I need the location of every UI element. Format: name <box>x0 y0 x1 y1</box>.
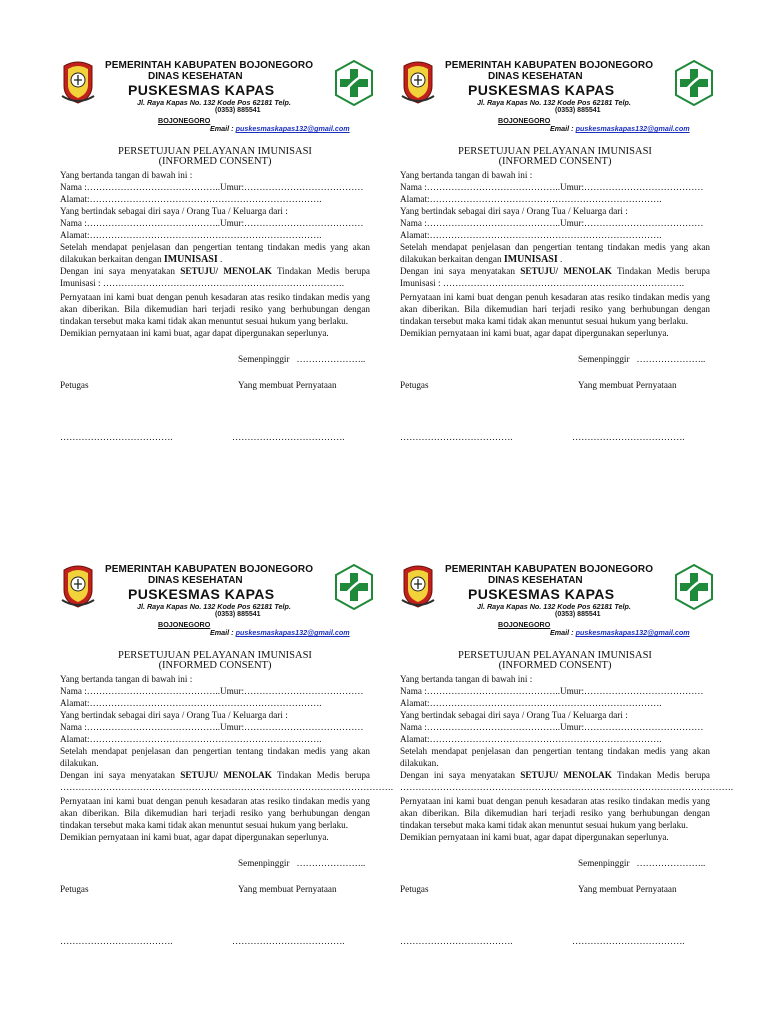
header-facility: PUSKESMAS KAPAS <box>128 82 275 98</box>
name-label: Nama : <box>60 686 87 696</box>
statement-line-1: Pernyataan ini kami buat dengan penuh kesadaran atas resiko tindakan medis yang <box>60 796 370 806</box>
acting-for: Yang bertindak sebagai diri saya / Orang Tua / Keluarga dari : <box>60 710 288 720</box>
consent-form <box>400 60 720 480</box>
acting-for: Yang bertindak sebagai diri saya / Orang Tua / Keluarga dari : <box>400 206 628 216</box>
age-label: Umur: <box>560 686 585 696</box>
statement-line-3: tindakan tersebut maka kami tidak akan menuntut sesuai hukum yang berlaku. <box>60 820 349 830</box>
address-label: Alamat: <box>60 230 90 240</box>
name-label: Nama : <box>60 722 87 732</box>
explain-line-2 <box>400 758 439 768</box>
declare-line <box>400 770 710 780</box>
officer-signature-line[interactable]: ………………………………. <box>400 936 513 946</box>
explain-line-2 <box>60 758 99 768</box>
header-government: PEMERINTAH KABUPATEN BOJONEGORO <box>445 564 654 575</box>
header-address: Jl. Raya Kapas No. 132 Kode Pos 62181 Telp. <box>137 602 291 611</box>
maker-label: Yang membuat Pernyataan <box>238 380 337 390</box>
header-address: Jl. Raya Kapas No. 132 Kode Pos 62181 Telp. <box>477 98 631 107</box>
patient-name-row: Nama :……………………………………..Umur:………………………………… <box>400 722 704 732</box>
declare-line <box>60 266 370 276</box>
age-label: Umur: <box>560 722 585 732</box>
address-label: Alamat: <box>60 734 90 744</box>
name-label: Nama : <box>400 218 427 228</box>
statement-line-2: akan diberikan. Bila dikemudian hari terjadi resiko yang berhubungan dengan <box>400 808 710 818</box>
age-label: Umur: <box>220 182 245 192</box>
address-label: Alamat: <box>60 698 90 708</box>
header-department: DINAS KESEHATAN <box>488 575 583 586</box>
header-phone: (0353) 885541 <box>555 611 601 618</box>
patient-name-row: Nama :……………………………………..Umur:………………………………… <box>60 722 364 732</box>
officer-label: Petugas <box>60 380 89 390</box>
acting-for: Yang bertindak sebagai diri saya / Orang Tua / Keluarga dari : <box>400 710 628 720</box>
explain-prefix: dilakukan berkaitan dengan <box>400 254 502 264</box>
signer-name-row: Nama :……………………………………..Umur:………………………………… <box>400 686 704 696</box>
consent-form <box>60 564 394 984</box>
age-label: Umur: <box>220 218 245 228</box>
declare-prefix: Dengan ini saya menyatakan <box>60 770 175 780</box>
statement-line-1: Pernyataan ini kami buat dengan penuh kesadaran atas resiko tindakan medis yang <box>400 796 710 806</box>
declare-immunization-label: Imunisasi : <box>400 278 441 288</box>
place-label: Semenpinggir <box>578 858 630 868</box>
explain-line-2: dilakukan berkaitan dengan IMUNISASI . <box>60 254 223 265</box>
email-label: Email : <box>210 628 234 637</box>
statement-line-1: Pernyataan ini kami buat dengan penuh kesadaran atas resiko tindakan medis yang <box>60 292 370 302</box>
header-address: Jl. Raya Kapas No. 132 Kode Pos 62181 Telp. <box>137 98 291 107</box>
declare-prefix: Dengan ini saya menyatakan <box>400 770 515 780</box>
declare-choice: SETUJU/ MENOLAK <box>520 770 612 780</box>
header-email <box>550 628 690 637</box>
explain-line-1: Setelah mendapat penjelasan dan pengertian tentang tindakan medis yang akan <box>400 746 710 756</box>
patient-address-row: Alamat:…………………………………………………………………. <box>400 734 662 744</box>
signer-intro: Yang bertanda tangan di bawah ini : <box>60 674 193 684</box>
header-phone: (0353) 885541 <box>555 107 601 114</box>
explain-line-2: dilakukan berkaitan dengan IMUNISASI . <box>400 254 563 265</box>
declare-line-2: ………………………………………………………………………………………………. <box>60 782 394 792</box>
officer-signature-line[interactable]: ………………………………. <box>60 936 173 946</box>
address-label: Alamat: <box>400 698 430 708</box>
explain-suffix: dilakukan. <box>400 758 439 768</box>
form-subtitle: (INFORMED CONSENT) <box>498 156 612 167</box>
regency-emblem-logo <box>400 60 436 104</box>
patient-name-row: Nama :……………………………………..Umur:………………………………… <box>400 218 704 228</box>
header-city: BOJONEGORO <box>158 116 211 125</box>
declare-line <box>60 770 370 780</box>
regency-emblem-logo <box>60 60 96 104</box>
declare-choice: SETUJU/ MENOLAK <box>520 266 612 276</box>
maker-label: Yang membuat Pernyataan <box>578 380 677 390</box>
patient-address-row: Alamat:…………………………………………………………………. <box>400 230 662 240</box>
officer-label: Petugas <box>60 884 89 894</box>
maker-signature-line[interactable]: ………………………………. <box>232 432 345 442</box>
email-link[interactable]: puskesmaskapas132@gmail.com <box>235 628 350 637</box>
header-address: Jl. Raya Kapas No. 132 Kode Pos 62181 Telp. <box>477 602 631 611</box>
header-email <box>210 628 350 637</box>
maker-label: Yang membuat Pernyataan <box>238 884 337 894</box>
address-label: Alamat: <box>400 194 430 204</box>
header-government: PEMERINTAH KABUPATEN BOJONEGORO <box>105 60 314 71</box>
declare-choice: SETUJU/ MENOLAK <box>180 770 272 780</box>
puskesmas-logo <box>334 564 374 610</box>
header-email <box>210 124 350 133</box>
header-facility: PUSKESMAS KAPAS <box>468 586 615 602</box>
header-facility: PUSKESMAS KAPAS <box>128 586 275 602</box>
declare-immunization-label: Imunisasi : <box>60 278 101 288</box>
header-city: BOJONEGORO <box>158 620 211 629</box>
declare-choice: SETUJU/ MENOLAK <box>180 266 272 276</box>
statement-line-2: akan diberikan. Bila dikemudian hari terjadi resiko yang berhubungan dengan <box>400 304 710 314</box>
maker-signature-line[interactable]: ………………………………. <box>232 936 345 946</box>
form-subtitle: (INFORMED CONSENT) <box>158 660 272 671</box>
signer-address-row: Alamat:…………………………………………………………………. <box>400 698 662 708</box>
closing-line: Demikian pernyataan ini kami buat, agar dapat dipergunakan seperlunya. <box>60 328 329 338</box>
officer-signature-line[interactable]: ………………………………. <box>400 432 513 442</box>
statement-line-3: tindakan tersebut maka kami tidak akan menuntut sesuai hukum yang berlaku. <box>60 316 349 326</box>
regency-emblem-logo <box>60 564 96 608</box>
signer-name-row: Nama :……………………………………..Umur:………………………………… <box>60 182 364 192</box>
header-city: BOJONEGORO <box>498 116 551 125</box>
header-city: BOJONEGORO <box>498 620 551 629</box>
declare-suffix: Tindakan Medis berupa <box>617 266 710 276</box>
name-label: Nama : <box>60 218 87 228</box>
header-government: PEMERINTAH KABUPATEN BOJONEGORO <box>105 564 314 575</box>
closing-line: Demikian pernyataan ini kami buat, agar dapat dipergunakan seperlunya. <box>400 832 669 842</box>
header-phone: (0353) 885541 <box>215 107 261 114</box>
email-link[interactable]: puskesmaskapas132@gmail.com <box>575 124 690 133</box>
signer-intro: Yang bertanda tangan di bawah ini : <box>400 674 533 684</box>
age-label: Umur: <box>560 218 585 228</box>
header-government: PEMERINTAH KABUPATEN BOJONEGORO <box>445 60 654 71</box>
explain-line-1: Setelah mendapat penjelasan dan pengertian tentang tindakan medis yang akan <box>60 242 370 252</box>
puskesmas-logo <box>674 60 714 106</box>
email-label: Email : <box>550 124 574 133</box>
place-date: Semenpinggir ………………….. <box>238 858 366 868</box>
closing-line: Demikian pernyataan ini kami buat, agar dapat dipergunakan seperlunya. <box>60 832 329 842</box>
declare-prefix: Dengan ini saya menyatakan <box>60 266 175 276</box>
place-date: Semenpinggir ………………….. <box>578 354 706 364</box>
signer-name-row: Nama :……………………………………..Umur:………………………………… <box>60 686 364 696</box>
acting-for: Yang bertindak sebagai diri saya / Orang Tua / Keluarga dari : <box>60 206 288 216</box>
address-label: Alamat: <box>400 734 430 744</box>
signer-name-row: Nama :……………………………………..Umur:………………………………… <box>400 182 704 192</box>
explain-bold: IMUNISASI <box>503 254 558 265</box>
maker-label: Yang membuat Pernyataan <box>578 884 677 894</box>
puskesmas-logo <box>334 60 374 106</box>
form-title: PERSETUJUAN PELAYANAN IMUNISASI <box>458 146 652 157</box>
maker-signature-line[interactable]: ………………………………. <box>572 432 685 442</box>
header-phone: (0353) 885541 <box>215 611 261 618</box>
header-department: DINAS KESEHATAN <box>148 575 243 586</box>
patient-name-row: Nama :……………………………………..Umur:………………………………… <box>60 218 364 228</box>
email-label: Email : <box>550 628 574 637</box>
officer-label: Petugas <box>400 884 429 894</box>
name-label: Nama : <box>60 182 87 192</box>
statement-line-2: akan diberikan. Bila dikemudian hari terjadi resiko yang berhubungan dengan <box>60 304 370 314</box>
signer-address-row: Alamat:…………………………………………………………………. <box>400 194 662 204</box>
declare-suffix: Tindakan Medis berupa <box>617 770 710 780</box>
statement-line-2: akan diberikan. Bila dikemudian hari terjadi resiko yang berhubungan dengan <box>60 808 370 818</box>
declare-suffix: Tindakan Medis berupa <box>277 266 370 276</box>
place-date: Semenpinggir ………………….. <box>578 858 706 868</box>
patient-address-row: Alamat:…………………………………………………………………. <box>60 734 322 744</box>
age-label: Umur: <box>220 722 245 732</box>
statement-line-1: Pernyataan ini kami buat dengan penuh kesadaran atas resiko tindakan medis yang <box>400 292 710 302</box>
name-label: Nama : <box>400 182 427 192</box>
puskesmas-logo <box>674 564 714 610</box>
signer-address-row: Alamat:…………………………………………………………………. <box>60 698 322 708</box>
form-title: PERSETUJUAN PELAYANAN IMUNISASI <box>118 650 312 661</box>
header-facility: PUSKESMAS KAPAS <box>468 82 615 98</box>
signer-address-row: Alamat:…………………………………………………………………. <box>60 194 322 204</box>
explain-suffix: dilakukan. <box>60 758 99 768</box>
consent-form <box>400 564 734 984</box>
email-link[interactable]: puskesmaskapas132@gmail.com <box>575 628 690 637</box>
maker-signature-line[interactable]: ………………………………. <box>572 936 685 946</box>
officer-signature-line[interactable]: ………………………………. <box>60 432 173 442</box>
place-date: Semenpinggir ………………….. <box>238 354 366 364</box>
regency-emblem-logo <box>400 564 436 608</box>
email-link[interactable]: puskesmaskapas132@gmail.com <box>235 124 350 133</box>
statement-line-3: tindakan tersebut maka kami tidak akan menuntut sesuai hukum yang berlaku. <box>400 820 689 830</box>
email-label: Email : <box>210 124 234 133</box>
declare-line-2: Imunisasi : ……………………………………………………………………. <box>400 278 685 288</box>
form-title: PERSETUJUAN PELAYANAN IMUNISASI <box>118 146 312 157</box>
form-title: PERSETUJUAN PELAYANAN IMUNISASI <box>458 650 652 661</box>
explain-prefix: dilakukan berkaitan dengan <box>60 254 162 264</box>
officer-label: Petugas <box>400 380 429 390</box>
header-department: DINAS KESEHATAN <box>488 71 583 82</box>
place-label: Semenpinggir <box>238 354 290 364</box>
declare-line-2: Imunisasi : ……………………………………………………………………. <box>60 278 345 288</box>
name-label: Nama : <box>400 722 427 732</box>
place-label: Semenpinggir <box>578 354 630 364</box>
age-label: Umur: <box>220 686 245 696</box>
signer-intro: Yang bertanda tangan di bawah ini : <box>60 170 193 180</box>
consent-form <box>60 60 380 480</box>
form-subtitle: (INFORMED CONSENT) <box>498 660 612 671</box>
explain-bold: IMUNISASI <box>163 254 218 265</box>
explain-line-1: Setelah mendapat penjelasan dan pengertian tentang tindakan medis yang akan <box>60 746 370 756</box>
address-label: Alamat: <box>400 230 430 240</box>
declare-line-2: ………………………………………………………………………………………………. <box>400 782 734 792</box>
signer-intro: Yang bertanda tangan di bawah ini : <box>400 170 533 180</box>
declare-prefix: Dengan ini saya menyatakan <box>400 266 515 276</box>
closing-line: Demikian pernyataan ini kami buat, agar dapat dipergunakan seperlunya. <box>400 328 669 338</box>
header-email <box>550 124 690 133</box>
explain-line-1: Setelah mendapat penjelasan dan pengertian tentang tindakan medis yang akan <box>400 242 710 252</box>
patient-address-row: Alamat:…………………………………………………………………. <box>60 230 322 240</box>
name-label: Nama : <box>400 686 427 696</box>
header-department: DINAS KESEHATAN <box>148 71 243 82</box>
declare-suffix: Tindakan Medis berupa <box>277 770 370 780</box>
statement-line-3: tindakan tersebut maka kami tidak akan menuntut sesuai hukum yang berlaku. <box>400 316 689 326</box>
age-label: Umur: <box>560 182 585 192</box>
declare-line <box>400 266 710 276</box>
form-subtitle: (INFORMED CONSENT) <box>158 156 272 167</box>
place-label: Semenpinggir <box>238 858 290 868</box>
address-label: Alamat: <box>60 194 90 204</box>
